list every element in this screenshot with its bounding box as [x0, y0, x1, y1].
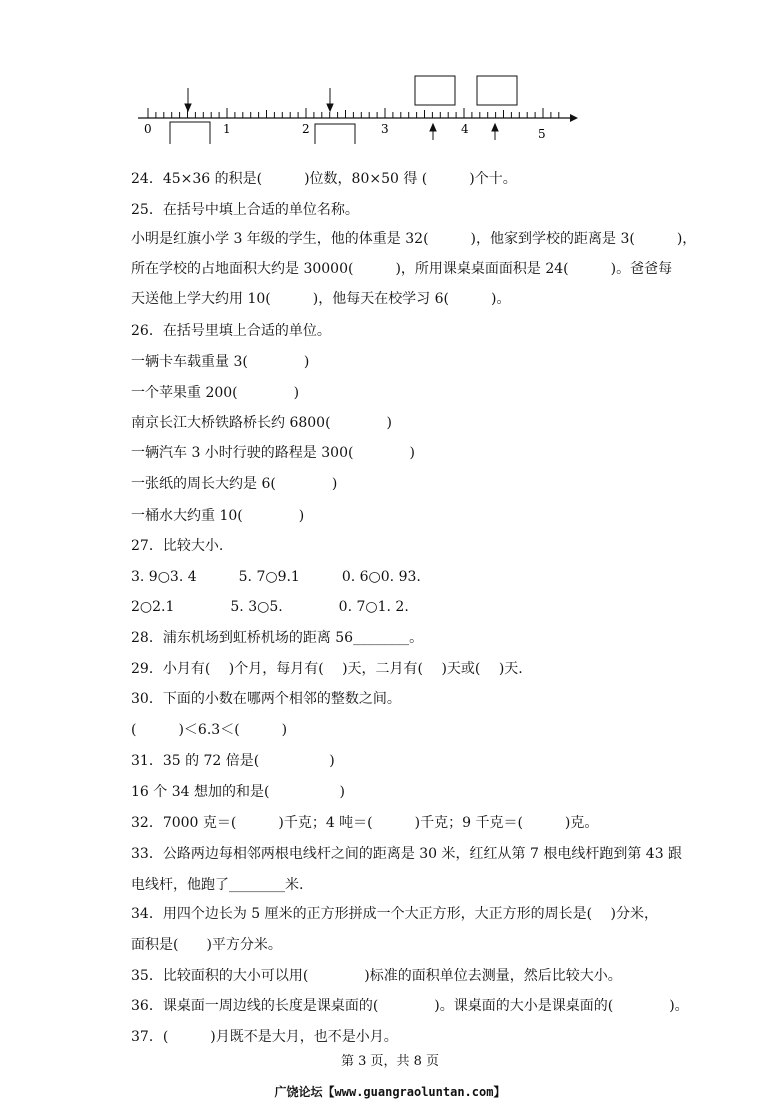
- question-31: 31．35 的 72 倍是( ): [131, 753, 335, 769]
- question-36: 36．课桌面一周边线的长度是课桌面的( )。课桌面的大小是课桌面的( )。: [131, 998, 689, 1014]
- number-line-label: 4: [461, 122, 469, 136]
- question-25-line-3: 天送他上学大约用 10( )，他每天在校学习 6( )。: [131, 291, 511, 307]
- question-30: 30．下面的小数在哪两个相邻的整数之间。: [131, 691, 401, 707]
- question-26-item: 一辆卡车载重量 3( ): [131, 354, 310, 370]
- question-33: 33．公路两边每相邻两根电线杆之间的距离是 30 米，红红从第 7 根电线杆跑到第 43 跟: [131, 846, 683, 862]
- number-line-label: 1: [223, 122, 231, 136]
- number-line-ticks: [148, 108, 559, 118]
- question-26-item: 一个苹果重 200( ): [131, 385, 300, 401]
- answer-box-1: [170, 122, 210, 144]
- number-line-figure: [130, 68, 590, 144]
- question-33-line-2: 电线杆，他跑了________米.: [131, 877, 304, 893]
- number-line-label: 2: [302, 122, 310, 136]
- question-25: 25．在括号中填上合适的单位名称。: [131, 202, 359, 218]
- question-37: 37．( )月既不是大月，也不是小月。: [131, 1029, 398, 1045]
- question-29: 29．小月有( )个月，每月有( )天，二月有( )天或( )天.: [131, 661, 523, 677]
- question-26-item: 一辆汽车 3 小时行驶的路程是 300( ): [131, 445, 415, 461]
- number-line-label: 3: [381, 122, 389, 136]
- answer-box-2: [315, 124, 355, 144]
- question-24: 24．45×36 的积是( )位数，80×50 得 ( )个十。: [131, 171, 517, 187]
- answer-box-4: [477, 76, 517, 105]
- question-26-item: 南京长江大桥铁路桥长约 6800( ): [131, 415, 393, 431]
- question-25-line-2: 所在学校的占地面积大约是 30000( )，所用课桌桌面面积是 24( )。爸爸每: [131, 261, 673, 277]
- question-27-row: 2○2.1 5. 3○5. 0. 7○1. 2.: [131, 599, 409, 615]
- question-27-row: 3. 9○3. 4 5. 7○9.1 0. 6○0. 93.: [131, 569, 421, 585]
- up-arrow-icon: [430, 124, 436, 140]
- up-arrow-icon: [492, 124, 498, 140]
- down-arrow-icon: [327, 88, 333, 111]
- question-30-blank: ( )＜6.3＜( ): [131, 722, 288, 738]
- number-line-arrowhead: [570, 114, 578, 122]
- question-31-item: 16 个 34 想加的和是( ): [131, 784, 345, 800]
- question-32: 32．7000 克＝( )千克；4 吨＝( )千克；9 千克＝( )克。: [131, 815, 599, 831]
- question-26-item: 一张纸的周长大约是 6( ): [131, 476, 338, 492]
- question-28: 28．浦东机场到虹桥机场的距离 56________。: [131, 630, 424, 646]
- down-arrow-icon: [185, 88, 191, 111]
- question-34-line-2: 面积是( )平方分米。: [131, 937, 282, 953]
- question-26-item: 一桶水大约重 10( ): [131, 508, 305, 524]
- answer-box-3: [415, 76, 455, 105]
- question-35: 35．比较面积的大小可以用( )标准的面积单位去测量，然后比较大小。: [131, 968, 622, 984]
- number-line-label: 5: [538, 127, 546, 141]
- question-34: 34．用四个边长为 5 厘米的正方形拼成一个大正方形，大正方形的周长是( )分米，: [131, 906, 658, 922]
- question-25-line-1: 小明是红旗小学 3 年级的学生，他的体重是 32( )，他家到学校的距离是 3( )，: [131, 231, 697, 247]
- number-line-label: 0: [144, 122, 152, 136]
- question-26: 26．在括号里填上合适的单位。: [131, 323, 331, 339]
- page-footer: 第 3 页，共 8 页: [340, 1054, 440, 1069]
- site-watermark: 广饶论坛【www.guangraoluntan.com】: [274, 1085, 506, 1099]
- question-27: 27．比较大小.: [131, 538, 224, 554]
